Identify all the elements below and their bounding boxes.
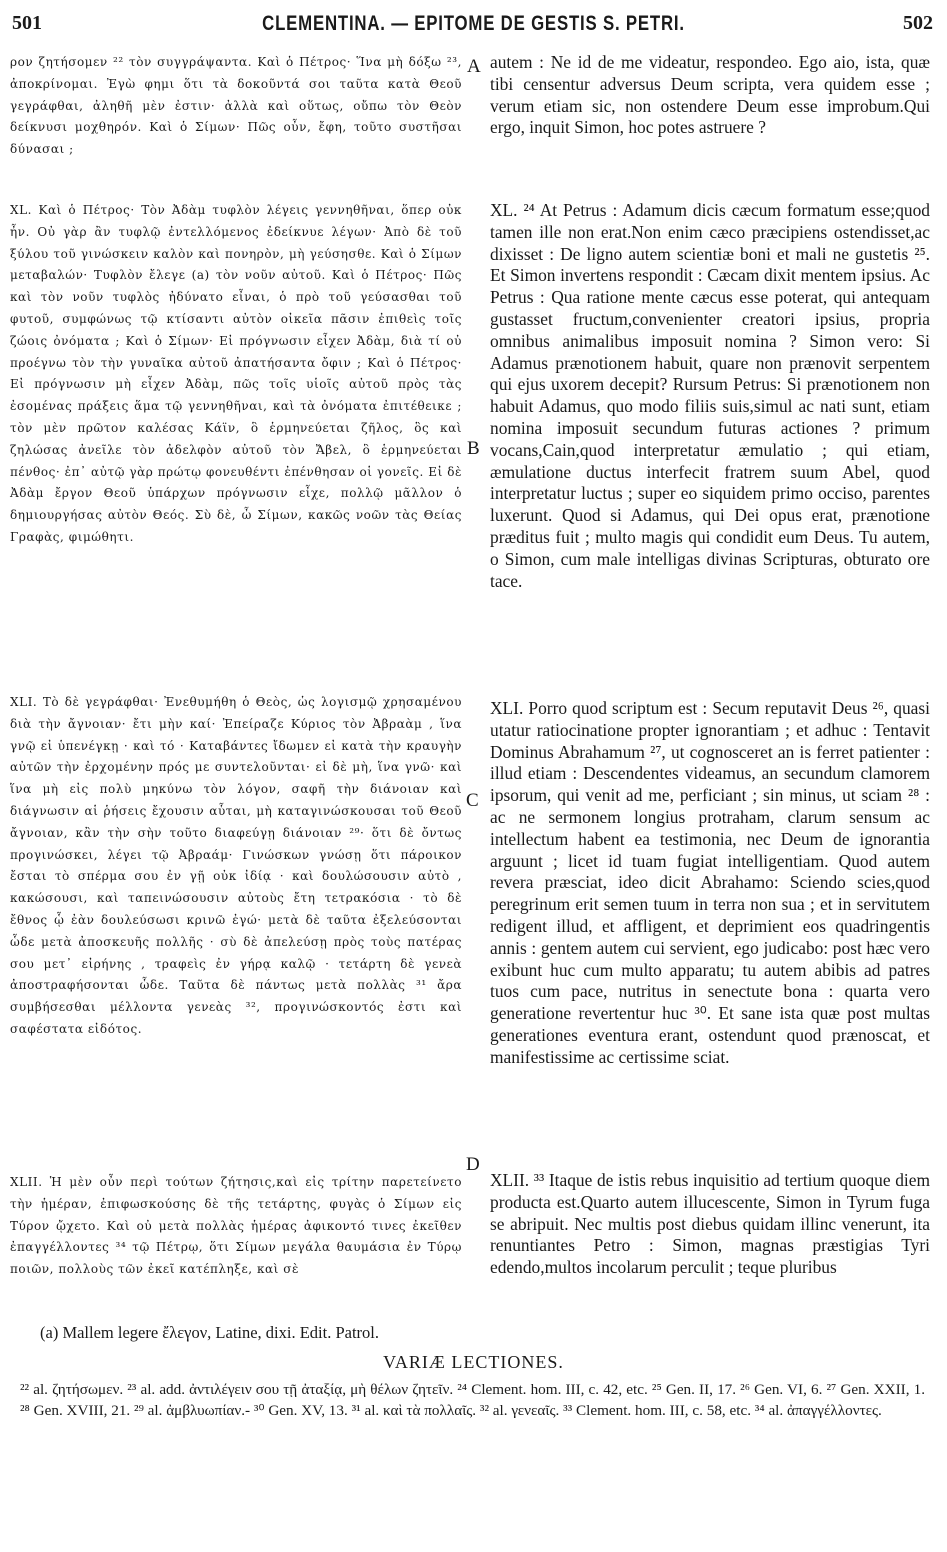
- margin-letter-a: A: [467, 56, 481, 77]
- margin-letter-b: B: [467, 438, 480, 459]
- running-title: CLEMENTINA. — EPITOME DE GESTIS S. PETRI.: [262, 12, 685, 35]
- margin-letter-c: C: [466, 790, 479, 811]
- greek-paragraph-xli: XLI. Τὸ δὲ γεγράφθαι· Ἐνεθυμήθη ὁ Θεὸς, ὡς λογισμῷ χρησαμένου διὰ τὴν ἄγνοιαν· ἔτι μὴν καί· Ἐπείραζε Κύριος τὸν Ἀβραὰμ , ἵνα γνῷ εἰ ὑπενέγκῃ · καὶ τό · Καταβάντες ἴδωμεν εἰ κατὰ τὴν κραυγὴν αὐτῶν τὴν ἐρχομένην πρός με συντελοῦνται· εἰ δὲ μὴ, ἵνα γνῶ· καὶ ἵνα μὴ εἰς πολὺ μηκύνω τὸν λόγον, σαφῆ τὴν διάνοιαν καὶ διάγνωσιν αἱ ῥήσεις ἔχουσιν αὗται, μὴ καταγινώσκουσαι τοῦ Θεοῦ ἄγνοιαν, κἂν τὴν σὴν τοῦτο διαφεύγῃ διάνοιαν ²⁹· ὅτι δὲ ὄντως προγινώσκει, λέγει τῷ Ἀβραάμ· Γινώσκων γνώσῃ ὅτι πάροικον ἔσται τὸ σπέρμα σου ἐν γῇ οὐκ ἰδίᾳ · καὶ δουλώσουσιν αὐτὸ , κακώσουσι, καὶ ταπεινώσουσιν αὐτοὺς ἔτη τετρακόσια · τὸ δὲ ἔθνος ᾧ ἐὰν δουλεύσωσι κρινῶ ἐγώ· μετὰ δὲ ταῦτα ἐξελεύσονται ὧδε μετὰ ἀποσκευῆς πολλῆς · σὺ δὲ ἀπελεύσῃ πρὸς τοὺς πατέρας σου μετ᾽ εἰρήνης , τραφεὶς ἐν γήρᾳ καλῷ · τετάρτη δὲ γενεὰ ἀποστραφήσονται ὧδε. Ταῦτα δὲ πάντως μετὰ πολλὰς ³¹ ἄρα συμβήσεσθαι μέλλοντα γενεὰς ³², προγινώσκοντός ἐστι καὶ σαφέστατα εἰδότος.: [10, 695, 462, 1036]
- editor-footnote: (a) Mallem legere ἔλεγον, Latine, dixi. Edit. Patrol.: [40, 1323, 380, 1342]
- latin-paragraph-xl: XL. ²⁴ At Petrus : Adamum dicis cæcum formatum esse;quod tamen ille non erat.Non enim cæco præcipiens ostendisset,ac dixisset : De ligno autem scientiæ boni et mali ne gustetis ²⁵. Et Simon invertens respondit : Cæcam dixit mentem ipsius. Ac Petrus : Qua ratione mente cæcus esse poterat, qui antequam gustasset fructum,convenienter creatori ipsius, propria omnibus animalibus imposuit nomina ? Simon vero: Si Adamus prænotionem habuit, quare non prænovit serpentem qui ejus uxorem decepit? Rursum Petrus: Si prænotionem non habuit Adamus, quo modo filiis suis,simul ac nati sunt, etiam nomina imposuit secundum futuras actiones ? primum vocans,Cain,quod interpretatur æmulatio ; qui etiam, æmulatione ductus interfecit fratrem suum Abel, quod interpretatur luctus ; super eo siquidem primo occiso, parentes luxerunt. Quod si Adamus, qui Dei opus erat, prænotione præditus fuit ; multo magis qui condidit eum Deus. Tu autem, o Simon, cum male intelligas divinas Scripturas, obturato ore tace.: [490, 200, 930, 591]
- page-number-right: 502: [903, 12, 933, 34]
- latin-paragraph: autem : Ne id de me videatur, respondeo. Ego aio, ista, quæ tibi censentur adversus Deum scripta, vera quidem esse ; verum etiam sic, non ostendere Deum esse improbum.Qui ergo, inquit Simon, hoc potes astruere ?: [490, 52, 930, 138]
- latin-paragraph-xli: XLI. Porro quod scriptum est : Secum reputavit Deus ²⁶, quasi utatur ratiocinatione propter ignorantiam ; et adhuc : Tentavit Dominus Abrahamum ²⁷, ut cognosceret an is ferret patienter : illud etiam : Descendentes videamus, an secundum clamorem ipsorum, qui venit ad me, perficiant ; sin minus, ut sciam ²⁸ : ac ne sermonem longius protraham, clarum sensum ac intellectum habent ea testimonia, nec Deum de ignorantia arguunt ; licet id tuam fugiat intelligentiam. Quod autem revera præsciat, ideo dicit Abrahamo: Sciendo scies,quod peregrinum erit semen tuum in terra non sua ; et in servitutem redigent illud, et affligent, et deprimient eos quadringentis annis : gentem autem cui servient, ego judicabo: post hæc vero exibunt huc cum multo apparatu; tu autem abibis ad patres tuos cum pace, nutritus in senectute bona : quarta vero generatione revertentur huc ³⁰. Et sane ista quæ post multas generationes eventura erant, ostendunt quod prænoscat, et manifestissime ac certissime sciat.: [490, 698, 930, 1067]
- running-header: [0, 12, 947, 42]
- greek-paragraph: ρον ζητήσομεν ²² τὸν συγγράψαντα. Καὶ ὁ Πέτρος· Ἵνα μὴ δόξω ²³, ἀποκρίνομαι. Ἐγὼ φημι ὅτι τὰ δοκοῦντά σοι ταῦτα κατὰ Θεοῦ γεγράφθαι, ἀληθῆ μὲν ἐστιν· ἀλλὰ καὶ οὕτως, οὔπω τὸν Θεὸν δείκνυσι μοχθηρόν. Καὶ ὁ Σίμων· Πῶς οὖν, ἔφη, τοῦτο συστῆσαι δύνασαι ;: [10, 55, 462, 157]
- greek-paragraph-xl: XL. Καὶ ὁ Πέτρος· Τὸν Ἀδὰμ τυφλὸν λέγεις γεννηθῆναι, ὅπερ οὐκ ἦν. Οὐ γὰρ ἂν τυφλῷ ἐντελλόμενος ἐδείκνυε λέγων· Ἀπὸ δὲ τοῦ ξύλου τοῦ γινώσκειν καλὸν καὶ πονηρὸν, μὴ γεύσησθε. Καὶ ὁ Σίμων μεταβαλών· Τυφλὸν ἔλεγε (a) τὸν νοῦν αὐτοῦ. Καὶ ὁ Πέτρος· Πῶς καὶ τὸν νοῦν τυφλὸς ἠδύνατο εἶναι, ὁ πρὸ τοῦ γεύσασθαι τοῦ φυτοῦ, συμφώνως τῷ κτίσαντι αὐτὸν οἰκεῖα πᾶσιν ἐπιθεὶς τοῖς ζώοις ὀνόματα ; Καὶ ὁ Σίμων· Εἰ πρόγνωσιν εἶχεν Ἀδὰμ, διὰ τί οὐ προέγνω τὸν τὴν γυναῖκα αὐτοῦ ἀπατήσαντα ὄφιν ; Καὶ ὁ Πέτρος· Εἰ πρόγνωσιν μὴ εἶχεν Ἀδὰμ, πῶς τοῖς υἱοῖς αὐτοῦ πρὸς τὰς ἐσομένας πράξεις ἅμα τῷ γεννηθῆναι, καὶ τὰ ὀνόματα ἐπιτέθεικε ; τὸν μὲν πρῶτον καλέσας Κάϊν, ὃ ἑρμηνεύεται ζῆλος, ὃς καὶ ζηλώσας ἀνεῖλε τὸν ἀδελφὸν αὐτοῦ τὸν Ἄβελ, ὃ ἑρμηνεύεται πένθος· ἐπ᾽ αὐτῷ γὰρ πρώτῳ φονευθέντι ἐπένθησαν οἱ γονεῖς. Εἰ δὲ Ἀδὰμ ἔργον Θεοῦ ὑπάρχων πρόγνωσιν εἶχε, πολλῷ μᾶλλον ὁ δημιουργήσας αὐτὸν Θεός. Σὺ δὲ, ὦ Σίμων, κακῶς νοῶν τὰς Θείας Γραφὰς, φιμώθητι.: [10, 203, 462, 544]
- margin-letter-d: D: [466, 1154, 480, 1175]
- greek-paragraph-xlii: XLII. Ἡ μὲν οὖν περὶ τούτων ζήτησις,καὶ εἰς τρίτην παρετείνετο τὴν ἡμέραν, ἐπιφωσκούσης δὲ τῆς τετάρτης, φυγὰς ὁ Σίμων εἰς Τύρον ᾤχετο. Καὶ οὐ μετὰ πολλὰς ἡμέρας ἀφικοντό τινες ἐκεῖθεν ἐπαγγέλλοντες ³⁴ τῷ Πέτρῳ, ὅτι Σίμων μεγάλα θαυμάσια ἐν Τύρῳ ποιῶν, πολλοὺς τῶν ἐκεῖ κατέπληξε, καὶ σὲ: [10, 1175, 462, 1277]
- variae-lectiones-title: VARIÆ LECTIONES.: [383, 1352, 564, 1372]
- greek-column: [10, 52, 462, 1317]
- latin-paragraph-xlii: XLII. ³³ Itaque de istis rebus inquisitio ad tertium quoque diem producta est.Quarto autem illucescente, Simon in Tyrum fuga se abripuit. Nec multis post diebus quidam illinc venerunt, ita renuntiantes Petro : Simon, magnas præstigias Tyri edendo,multos incolarum perculit ; teque pluribus: [490, 1170, 930, 1278]
- page-number-left: 501: [12, 12, 42, 34]
- latin-column: [490, 52, 930, 1317]
- variae-lectiones-notes: ²² al. ζητήσωμεν. ²³ al. add. ἀντιλέγειν σου τῇ ἀταξίᾳ, μὴ θέλων ζητεῖν. ²⁴ Clement. hom. III, c. 42, etc. ²⁵ Gen. II, 17. ²⁶ Gen. VI, 6. ²⁷ Gen. XXII, 1. ²⁸ Gen. XVIII, 21. ²⁹ al. ἀμβλυωπίαν.- ³⁰ Gen. XV, 13. ³¹ al. καὶ τὰ πολλαῖς. ³² al. γενεαῖς. ³³ Clement. hom. III, c. 58, etc. ³⁴ al. ἀπαγγέλλοντες.: [20, 1381, 925, 1419]
